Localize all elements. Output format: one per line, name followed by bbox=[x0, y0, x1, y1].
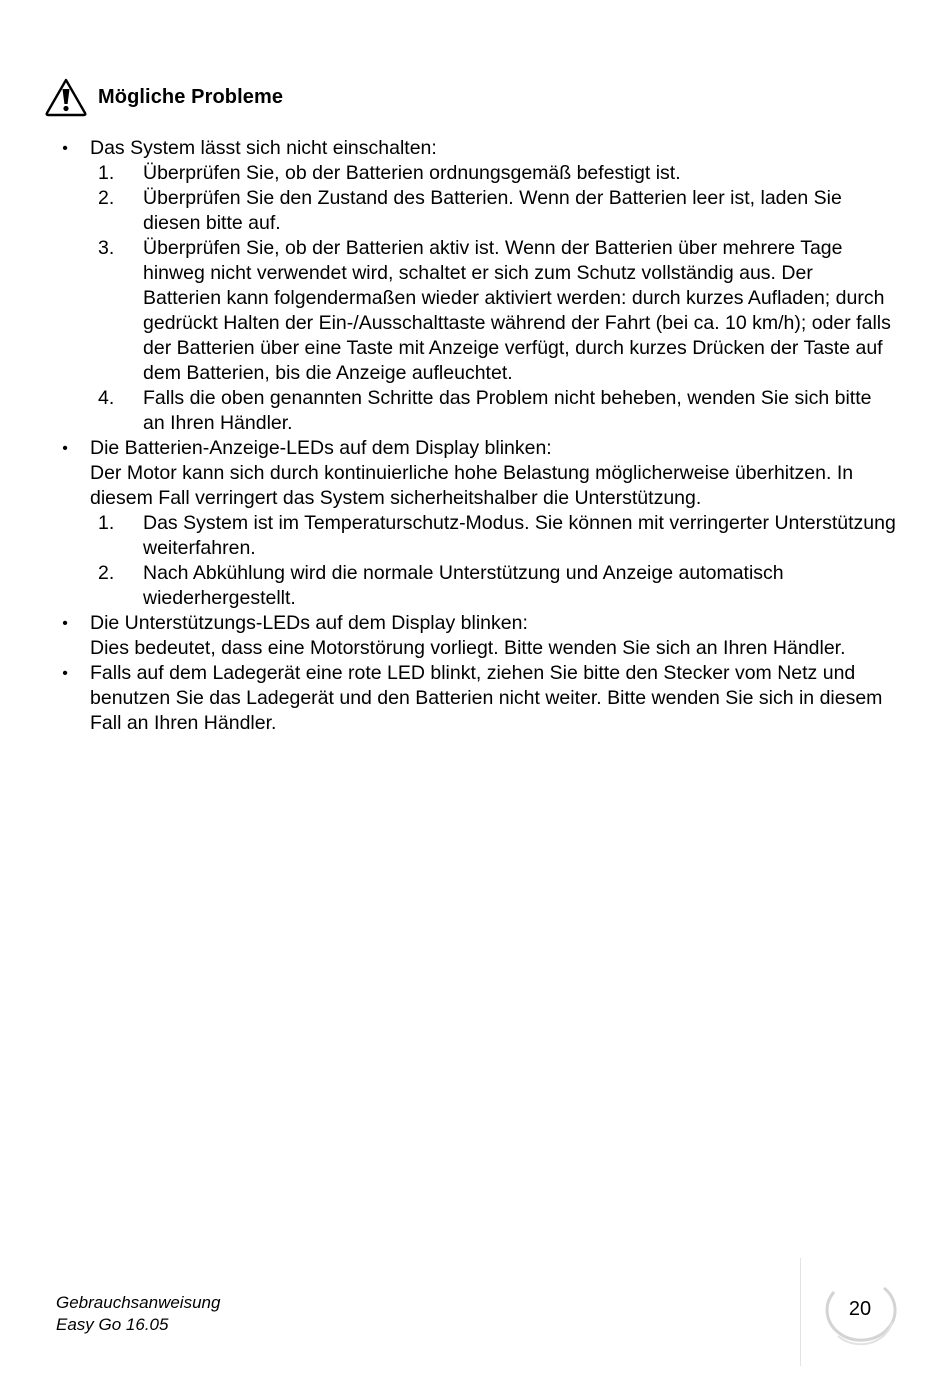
step-text: Überprüfen Sie den Zustand des Batterien. Wenn der Batterien leer ist, laden Sie diesen bitte auf. bbox=[143, 187, 842, 234]
section-heading bbox=[44, 76, 283, 118]
step-item bbox=[90, 236, 896, 386]
step-list bbox=[90, 511, 896, 611]
step-text: Nach Abkühlung wird die normale Unterstützung und Anzeige automatisch wiederhergestellt. bbox=[143, 562, 784, 609]
warning-triangle-icon bbox=[44, 77, 88, 117]
step-text: Falls die oben genannten Schritte das Problem nicht beheben, wenden Sie sich bitte an Ihren Händler. bbox=[143, 387, 872, 434]
step-number: 3. bbox=[98, 237, 115, 259]
list-item bbox=[56, 611, 896, 661]
list-item bbox=[56, 436, 896, 611]
step-item bbox=[90, 161, 896, 186]
page-number: 20 bbox=[848, 1298, 872, 1320]
step-number: 1. bbox=[98, 512, 115, 534]
item-text: Der Motor kann sich durch kontinuierliche hohe Belastung möglicherweise überhitzen. In diesem Fall verringert das System sicherheitshalber die Unterstützung. bbox=[90, 462, 854, 509]
list-item bbox=[56, 661, 896, 736]
step-number: 1. bbox=[98, 162, 115, 184]
footer-product: Easy Go 16.05 bbox=[56, 1315, 169, 1334]
step-number: 4. bbox=[98, 387, 115, 409]
bullet-icon: • bbox=[62, 615, 68, 632]
step-item bbox=[90, 511, 896, 561]
item-text: Falls auf dem Ladegerät eine rote LED blinkt, ziehen Sie bitte den Stecker vom Netz und benutzen Sie das Ladegerät und den Batterien nicht weiter. Bitte wenden Sie sich in diesem Fall an Ihren Händler. bbox=[90, 662, 883, 734]
footer bbox=[56, 1292, 220, 1336]
bullet-icon: • bbox=[62, 440, 68, 457]
step-number: 2. bbox=[98, 562, 115, 584]
page-divider bbox=[800, 1258, 801, 1366]
footer-doc-type: Gebrauchsanweisung bbox=[56, 1293, 221, 1312]
bullet-icon: • bbox=[62, 665, 68, 682]
bullet-icon: • bbox=[62, 140, 68, 157]
problem-list bbox=[56, 136, 896, 736]
step-text: Überprüfen Sie, ob der Batterien ordnungsgemäß befestigt ist. bbox=[143, 162, 681, 184]
step-item bbox=[90, 561, 896, 611]
item-text: Dies bedeutet, dass eine Motorstörung vorliegt. Bitte wenden Sie sich an Ihren Händler. bbox=[90, 637, 846, 659]
list-item bbox=[56, 136, 896, 436]
step-item bbox=[90, 386, 896, 436]
step-text: Überprüfen Sie, ob der Batterien aktiv ist. Wenn der Batterien über mehrere Tage hinweg nicht verwendet wird, schaltet er sich zum Schutz vollständig aus. Der Batterien kann folgendermaßen wieder aktiviert werden: durch kurzes Aufladen; durch gedrückt Halten der Ein-/Ausschalttaste während der Fahrt (bei ca. 10 km/h); oder falls der Batterien über eine Taste mit Anzeige verfügt, durch kurzes Drücken der Taste auf dem Batterien, bis die Anzeige aufleuchtet. bbox=[143, 237, 891, 384]
item-text: Das System lässt sich nicht einschalten: bbox=[90, 137, 437, 159]
item-text: Die Batterien-Anzeige-LEDs auf dem Display blinken: bbox=[90, 437, 552, 459]
step-item bbox=[90, 186, 896, 236]
step-number: 2. bbox=[98, 187, 115, 209]
page-title: Mögliche Probleme bbox=[98, 85, 284, 108]
step-text: Das System ist im Temperaturschutz-Modus. Sie können mit verringerter Unterstützung weiterfahren. bbox=[143, 512, 896, 559]
item-text: Die Unterstützungs-LEDs auf dem Display blinken: bbox=[90, 612, 528, 634]
step-list bbox=[90, 161, 896, 436]
